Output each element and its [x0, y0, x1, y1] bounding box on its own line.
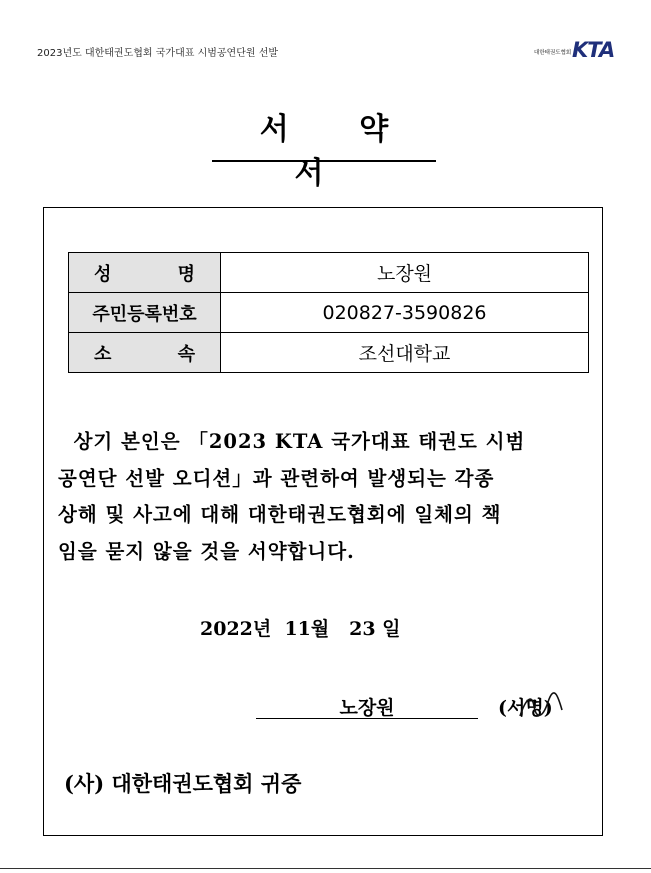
document-title: 서 약 서: [259, 112, 419, 191]
table-row: [69, 293, 589, 333]
name-value: 노장원: [221, 253, 589, 293]
statement-line: 상해 및 사고에 대해 대한태권도협회에 일체의 책: [58, 503, 502, 526]
table-row: [69, 333, 589, 373]
statement-line: 임을 묻지 않을 것을 서약합니다.: [58, 539, 355, 563]
pledge-statement: [58, 424, 588, 570]
resident-number-label: 주민등록번호: [69, 293, 221, 333]
title-underline: [212, 160, 436, 162]
pledge-date: 2022년 11월 23 일: [200, 618, 401, 640]
handwritten-signature: [512, 690, 564, 722]
addressee: (사) 대한태권도협회 귀중: [64, 771, 302, 796]
statement-line: 상기 본인은 「2023 KTA 국가대표 태권도 시범: [58, 430, 526, 453]
name-label: 성 명: [69, 253, 221, 293]
statement-line: 공연단 선발 오디션」과 관련하여 발생되는 각종: [58, 466, 495, 490]
signature-line: [256, 718, 478, 719]
affiliation-label: 소 속: [69, 333, 221, 373]
affiliation-value: 조선대학교: [221, 333, 589, 373]
footer-divider: [0, 868, 651, 869]
resident-number-value: 020827-3590826: [221, 293, 589, 333]
signer-name: 노장원: [339, 697, 395, 719]
table-row: [69, 253, 589, 293]
kta-logo: [534, 38, 615, 64]
signature-label: (서명): [498, 697, 553, 719]
logo-small-text: 대한태권도협회: [534, 50, 572, 56]
logo-big-text: KTA: [572, 38, 615, 62]
info-table: [68, 252, 589, 373]
document-header: 2023년도 대한태권도협회 국가대표 시범공연단원 선발: [37, 48, 279, 59]
